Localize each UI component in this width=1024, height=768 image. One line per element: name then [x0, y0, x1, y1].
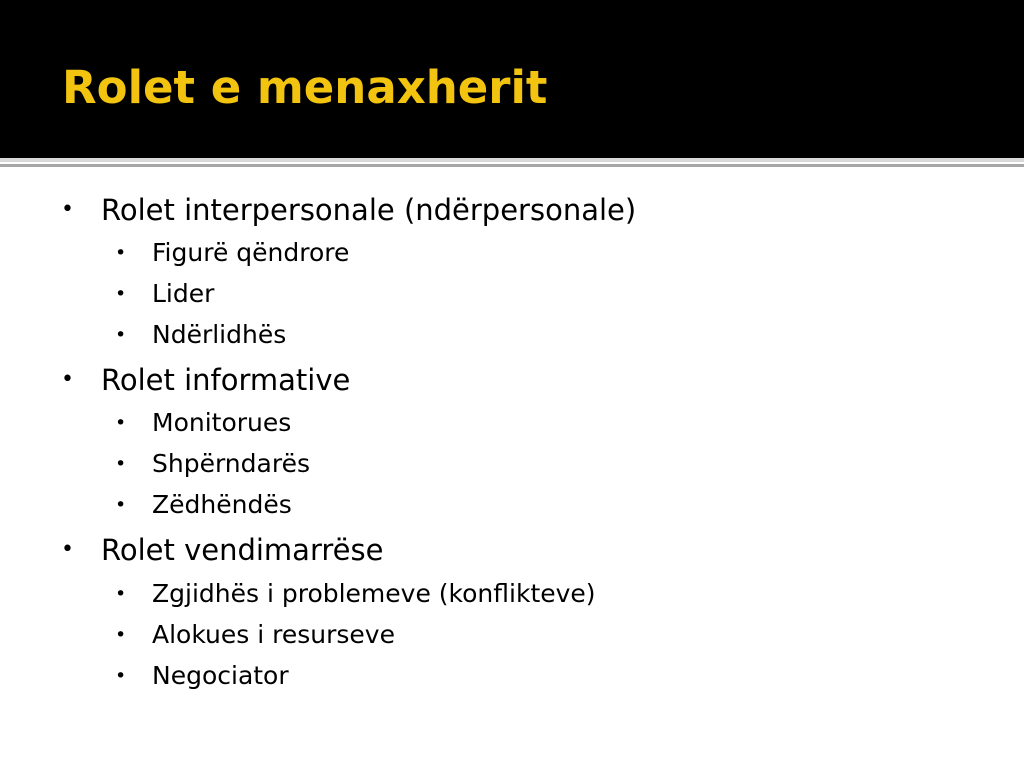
bullet-item-level2 [115, 659, 289, 693]
bullet-dot-icon: • [115, 665, 127, 687]
bullet-dot-icon: • [115, 412, 127, 434]
bullet-label: Rolet vendimarrëse [101, 533, 384, 567]
bullet-item-level2 [115, 618, 395, 652]
bullet-label: Alokues i resurseve [152, 620, 395, 649]
bullet-label: Zgjidhës i problemeve (konflikteve) [152, 579, 596, 608]
bullet-label: Negociator [152, 661, 289, 690]
bullet-item-level1 [61, 190, 637, 230]
bullet-label: Rolet interpersonale (ndërpersonale) [101, 193, 637, 227]
bullet-label: Zëdhëndës [152, 490, 292, 519]
bullet-dot-icon: • [61, 367, 74, 392]
bullet-label: Shpërndarës [152, 449, 310, 478]
bullet-item-level2 [115, 318, 287, 352]
bullet-dot-icon: • [115, 583, 127, 605]
bullet-item-level2 [115, 277, 215, 311]
bullet-dot-icon: • [115, 494, 127, 516]
bullet-label: Lider [152, 279, 215, 308]
bullet-dot-icon: • [115, 453, 127, 475]
slide-title: Rolet e menaxherit [62, 61, 548, 114]
bullet-dot-icon: • [115, 283, 127, 305]
bullet-item-level2 [115, 406, 292, 440]
bullet-label: Ndërlidhës [152, 320, 287, 349]
bullet-dot-icon: • [61, 537, 74, 562]
bullet-dot-icon: • [115, 624, 127, 646]
bullet-item-level2 [115, 236, 350, 270]
bullet-item-level1 [61, 360, 351, 400]
bullet-item-level1 [61, 530, 384, 570]
bullet-label: Monitorues [152, 408, 292, 437]
bullet-label: Rolet informative [101, 363, 351, 397]
bullet-dot-icon: • [115, 324, 127, 346]
bullet-dot-icon: • [115, 242, 127, 264]
bullet-item-level2 [115, 488, 292, 522]
bullet-item-level2 [115, 577, 596, 611]
bullet-item-level2 [115, 447, 310, 481]
bullet-dot-icon: • [61, 197, 74, 222]
bullet-label: Figurë qëndrore [152, 238, 350, 267]
